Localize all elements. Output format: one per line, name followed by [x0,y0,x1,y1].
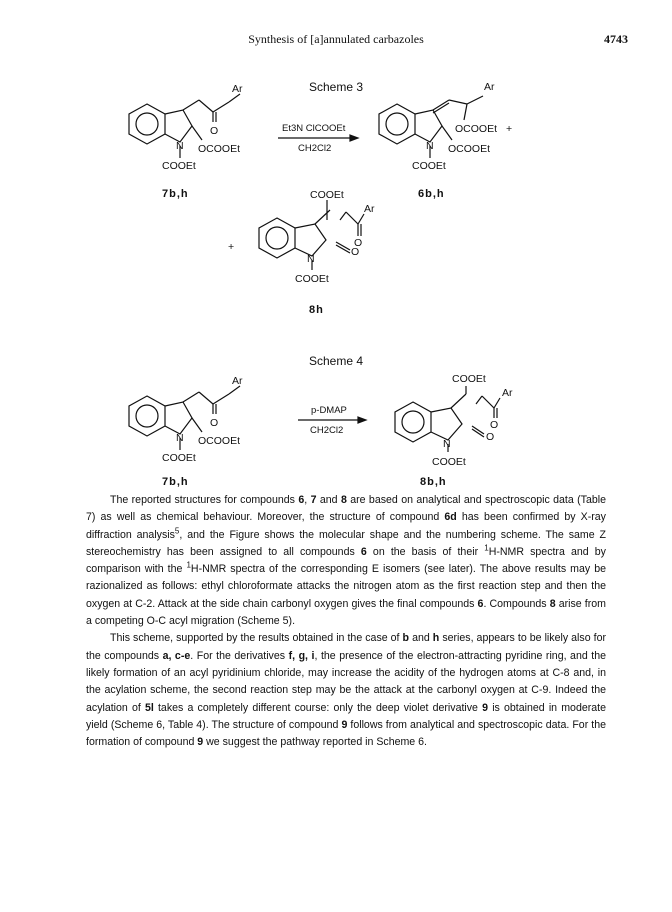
scheme-3-title: Scheme 3 [308,80,364,94]
cooet-label: COOEt [162,160,196,172]
compound-label-7bh: 7b,h [162,476,189,488]
ocooet-label: OCOOEt [448,143,491,155]
o-label: O [354,237,363,249]
cooet-label: COOEt [452,373,486,385]
ocooet-label: OCOOEt [198,143,241,155]
n-label: N [176,432,184,444]
scheme-4-title: Scheme 4 [308,354,364,368]
reagent-bottom: CH2Cl2 [298,143,332,154]
ocooet-label: OCOOEt [198,435,241,447]
running-title: Synthesis of [a]annulated carbazoles [248,32,424,46]
n-label: N [443,438,451,450]
body-text [86,492,606,751]
o-label: O [490,419,499,431]
plus-sign: + [228,241,235,253]
ar-label: Ar [364,203,375,215]
n-label: N [426,140,434,152]
o-label: O [486,431,495,443]
ar-label: Ar [484,81,495,93]
o-label: O [210,417,219,429]
paragraph-1: The reported structures for compounds 6, 7 and 8 are based on analytical and spectroscopic data (Table 7) as well as chemical behaviour. Moreover, the structure of compound 6d has been confirmed by X-ray diffraction analysis$^5$, and the Figure shows the molecular shape and the numbering scheme. The same Z stereochemistry has been assigned to all compounds 6 on the basis of their $^1$H-NMR spectra and by comparison with the $^1$H-NMR spectra of the corresponding E isomers (see later). The above results may be razionalized as follows: ethyl chloroformate attacks the nitrogen atom as the first reaction step and then the oxygen at C-2. Attack at the side chain carbonyl oxygen gives the final compounds 6. Compounds 8 arise from a competing O-C acyl migration (Scheme 5). [86,494,607,628]
reagent-top: Et3N ClCOOEt [282,123,346,134]
cooet-label: COOEt [432,456,466,468]
reagent-bottom: CH2Cl2 [310,425,344,436]
compound-label-6bh: 6b,h [418,188,445,200]
cooet-label: COOEt [295,273,329,285]
paragraph-2: This scheme, supported by the results obtained in the case of b and h series, appears to be likely also for the compounds a, c-e. For the derivatives f, g, i, the presence of the electron-attracting pyridine ring, and the likely formation of an acyl pyridinium chloride, may increase the acidity of the hydrogen atoms at C-8 and, in the acylation scheme, the second reaction step may be the attack at the carbonyl oxygen at C-9. Indeed the acylation of 5l takes a completely different course: only the deep violet derivative 9 is obtained in moderate yield (Scheme 6, Table 4). The structure of compound 9 follows from analytical and spectroscopic data. For the formation of compound 9 we suggest the pathway reported in Scheme 6. [86,632,606,749]
ar-label: Ar [502,387,513,399]
plus-sign: + [506,123,513,135]
n-label: N [307,253,315,265]
compound-label-8h: 8h [309,304,324,316]
ocooet-label: OCOOEt [455,123,498,135]
cooet-label: COOEt [412,160,446,172]
ar-label: Ar [232,83,243,95]
compound-label-7bh: 7b,h [162,188,189,200]
o-label: O [351,246,360,258]
n-label: N [176,140,184,152]
cooet-label: COOEt [162,452,196,464]
cooet-label: COOEt [310,189,344,201]
compound-label-8bh: 8b,h [420,476,447,488]
reagent-top: p-DMAP [311,405,347,416]
scheme-4-diagram [0,372,672,492]
ar-label: Ar [232,375,243,387]
o-label: O [210,125,219,137]
page-number: 4743 [604,32,628,46]
